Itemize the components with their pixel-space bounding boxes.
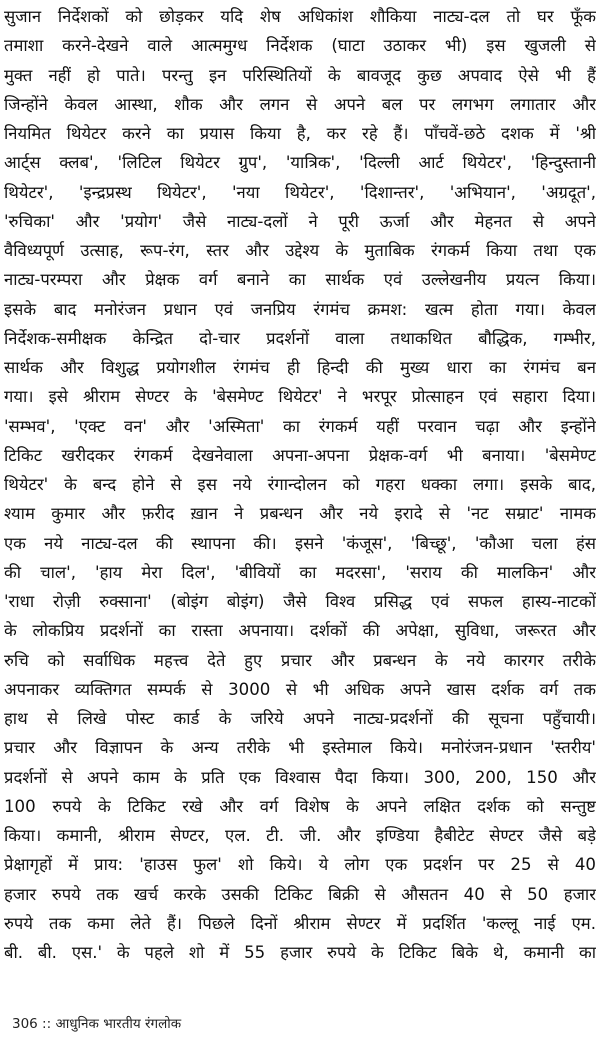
text-line: नाट्य-परम्परा और प्रेक्षक वर्ग बनाने का सार्थक एवं उल्लेखनीय प्रयत्न किया। bbox=[4, 270, 596, 290]
text-line: किया। कमानी, श्रीराम सेण्टर, एल. टी. जी. और इण्डिया हैबीटेट सेण्टर जैसे बड़े bbox=[4, 826, 596, 845]
text-line: एक नये नाट्य-दल की स्थापना की। इसने 'कंजूस', 'बिच्छू', 'कौआ चला हंस bbox=[4, 533, 596, 553]
text-line: प्रचार और विज्ञापन के अन्य तरीके भी इस्तेमाल किये। मनोरंजन-प्रधान 'स्तरीय' bbox=[4, 738, 596, 758]
text-line: जिन्होंने केवल आस्था, शौक और लगन से अपने बल पर लगभग लगातार और bbox=[4, 94, 596, 114]
page-footer: 306 :: आधुनिक भारतीय रंगलोक bbox=[12, 1016, 182, 1032]
text-line: 'राधा रोज़ी रुक्साना' (बोइंग बोइंग) जैसे विश्व प्रसिद्ध एवं सफल हास्य-नाटकों bbox=[4, 592, 596, 611]
text-line: थियेटर' के बन्द होने से इस नये रंगान्दोलन को गहरा धक्का लगा। इसके बाद, bbox=[4, 475, 596, 494]
text-line: वैविध्यपूर्ण उत्साह, रूप-रंग, स्तर और उद्देश्य के मुताबिक रंगकर्म किया तथा एक bbox=[4, 241, 596, 260]
text-line: श्याम कुमार और फ़रीद ख़ान ने प्रबन्धन और नये इरादे से 'नट सम्राट' नामक bbox=[4, 504, 596, 524]
text-line: रुचि को सर्वाधिक महत्त्व देते हुए प्रचार और प्रबन्धन के नये कारगर तरीके bbox=[4, 650, 596, 670]
text-line: प्रेक्षागृहों में प्राय: 'हाउस फुल' शो किये। ये लोग एक प्रदर्शन पर 25 से 40 bbox=[4, 855, 596, 875]
text-line: के लोकप्रिय प्रदर्शनों का रास्ता अपनाया। दर्शकों की अपेक्षा, सुविधा, जरूरत और bbox=[4, 621, 596, 641]
text-line: थियेटर', 'इन्द्रप्रस्थ थियेटर', 'नया थियेटर', 'दिशान्तर', 'अभियान', 'अग्रदूत', bbox=[4, 182, 596, 202]
text-line: हाथ से लिखे पोस्ट कार्ड के जरिये अपने नाट्य-प्रदर्शनों की सूचना पहुँचायी। bbox=[4, 709, 596, 728]
text-line: रुपये तक कमा लेते हैं। पिछले दिनों श्रीराम सेण्टर में प्रदर्शित 'कल्लू नाई एम. bbox=[4, 913, 596, 933]
text-line: निर्देशक-समीक्षक केन्द्रित दो-चार प्रदर्शनों वाला तथाकथित बौद्धिक, गम्भीर, bbox=[4, 328, 596, 348]
text-line: 'रुचिका' और 'प्रयोग' जैसे नाट्य-दलों ने पूरी ऊर्जा और मेहनत से अपने bbox=[4, 211, 596, 231]
text-line: टिकिट खरीदकर रंगकर्म देखनेवाला अपना-अपना प्रेक्षक-वर्ग भी बनाया। 'बेसमेण्ट bbox=[4, 445, 596, 465]
text-line: तमाशा करने-देखने वाले आत्ममुग्ध निर्देशक (घाटा उठाकर भी) इस खुजली से bbox=[4, 36, 596, 56]
text-line: आर्ट्स क्लब', 'लिटिल थियेटर ग्रुप', 'यात्रिक', 'दिल्ली आर्ट थियेटर', 'हिन्दुस्तानी bbox=[4, 153, 596, 173]
text-line: सुजान निर्देशकों को छोड़कर यदि शेष अधिकांश शौकिया नाट्य-दल तो घर फूँक bbox=[4, 7, 596, 26]
text-line: 100 रुपये के टिकिट रखे और वर्ग विशेष के अपने लक्षित दर्शक को सन्तुष्ट bbox=[4, 796, 596, 816]
text-line: अपनाकर व्यक्तिगत सम्पर्क से 3000 से भी अधिक अपने खास दर्शक वर्ग तक bbox=[4, 679, 596, 699]
body-paragraph bbox=[4, 2, 596, 967]
text-line: प्रदर्शनों से अपने काम के प्रति एक विश्वास पैदा किया। 300, 200, 150 और bbox=[4, 767, 596, 787]
text-line: गया। इसे श्रीराम सेण्टर के 'बेसमेण्ट थियेटर' ने भरपूर प्रोत्साहन एवं सहारा दिया। bbox=[4, 387, 596, 407]
text-line: हजार रुपये तक खर्च करके उसकी टिकिट बिक्री से औसतन 40 से 50 हजार bbox=[4, 884, 596, 904]
text-line: नियमित थियेटर करने का प्रयास किया है, कर रहे हैं। पाँचवें-छठे दशक में 'श्री bbox=[4, 124, 596, 143]
text-line: मुक्त नहीं हो पाते। परन्तु इन परिस्थितियों के बावजूद कुछ अपवाद ऐसे भी हैं bbox=[4, 65, 596, 85]
text-line: 'सम्भव', 'एक्ट वन' और 'अस्मिता' का रंगकर्म यहीं परवान चढ़ा और इन्होंने bbox=[4, 416, 596, 436]
text-line: बी. बी. एस.' के पहले शो में 55 हजार रुपये के टिकिट बिके थे, कमानी का bbox=[4, 943, 596, 962]
text-line: सार्थक और विशुद्ध प्रयोगशील रंगमंच ही हिन्दी की मुख्य धारा का रंगमंच बन bbox=[4, 358, 596, 377]
text-line: की चाल', 'हाय मेरा दिल', 'बीवियों का मदरसा', 'सराय की मालकिन' और bbox=[4, 562, 596, 582]
text-line: इसके बाद मनोरंजन प्रधान एवं जनप्रिय रंगमंच क्रमश: खत्म होता गया। केवल bbox=[4, 299, 596, 319]
